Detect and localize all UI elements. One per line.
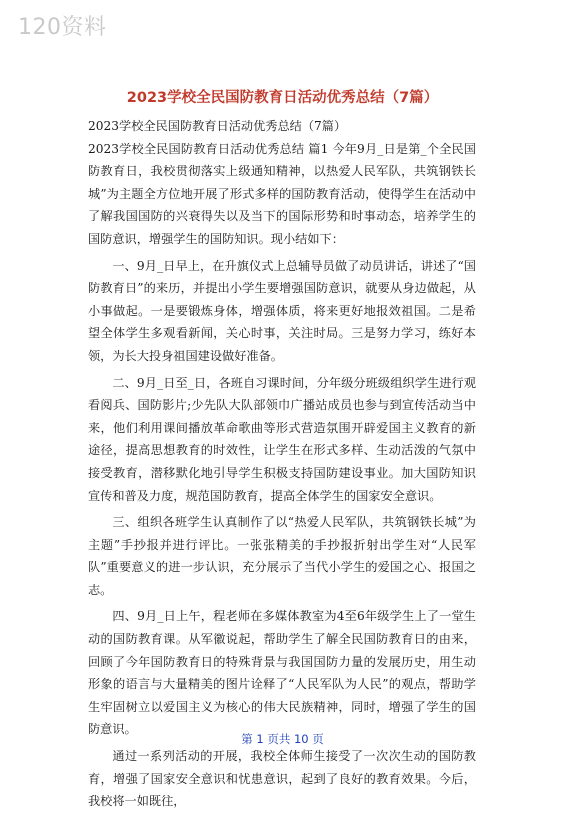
paragraph-item-1: 一、9月_日早上，在升旗仪式上总辅导员做了动员讲话，讲述了“国防教育日”的来历，并提出小学生要增强国防意识，就要从身边做起，从小事做起。一是要锻炼身体，增强体质，将来更好地报效祖国。二是希望全体学生多观看新闻，关心时事，关注时局。三是努力学习，练好本领，为长大投身祖国建设做好准备。	[88, 258, 476, 363]
paragraph-intro: 2023学校全民国防教育日活动优秀总结 篇1 今年9月_日是第_个全民国防教育日，我校贯彻落实上级通知精神，以热爱人民军队，共筑钢铁长城”为主题全方位地开展了形式多样的国防教育活动，使得学生在活动中了解我国国防的兴衰得失以及当下的国际形势和时事动态，培养学生的国防意识，增强学生的国防知识。现小结如下：	[88, 141, 476, 246]
page-number: 第 1 页共 10 页	[241, 732, 324, 746]
watermark-logo: 120资料	[18, 15, 107, 40]
paragraph-item-4: 四、9月_日上午，程老师在多媒体教室为4至6年级学生上了一堂生动的国防教育课。从军徽说起，帮助学生了解全民国防教育日的由来，回顾了今年国防教育日的特殊背景与我国国防力量的发展历史，用生动形象的语言与大量精美的图片诠释了“人民军队为人民”的观点，帮助学生牢固树立以爱国主义为核心的伟大民族精神，同时，增强了学生的国防意识。	[88, 609, 476, 737]
document-body	[88, 115, 476, 817]
paragraph-conclusion: 通过一系列活动的开展，我校全体师生接受了一次次生动的国防教育，增强了国家安全意识和忧患意识，起到了良好的教育效果。今后，我校将一如既往，	[88, 749, 476, 809]
paragraph-item-2: 二、9月_日至_日，各班自习课时间，分年级分班级组织学生进行观看阅兵、国防影片;少先队大队部领巾广播站成员也参与到宣传活动当中来，他们利用课间播放革命歌曲等形式营造氛围开辟爱国主义教育的新途径，提高思想教育的时效性，让学生在形式多样、生动活泼的气氛中接受教育，潜移默化地引导学生积极支持国防建设事业。加大国防知识宣传和普及力度，规范国防教育，提高全体学生的国家安全意识。	[88, 375, 476, 503]
document-title: 2023学校全民国防教育日活动优秀总结（7篇）	[126, 90, 439, 106]
subtitle-line: 2023学校全民国防教育日活动优秀总结（7篇）	[88, 119, 347, 133]
paragraph-item-3: 三、组织各班学生认真制作了以“热爱人民军队，共筑钢铁长城”为主题”手抄报并进行评比。一张张精美的手抄报折射出学生对“人民军队”重要意义的进一步认识，充分展示了当代小学生的爱国之心、报国之志。	[88, 515, 476, 597]
